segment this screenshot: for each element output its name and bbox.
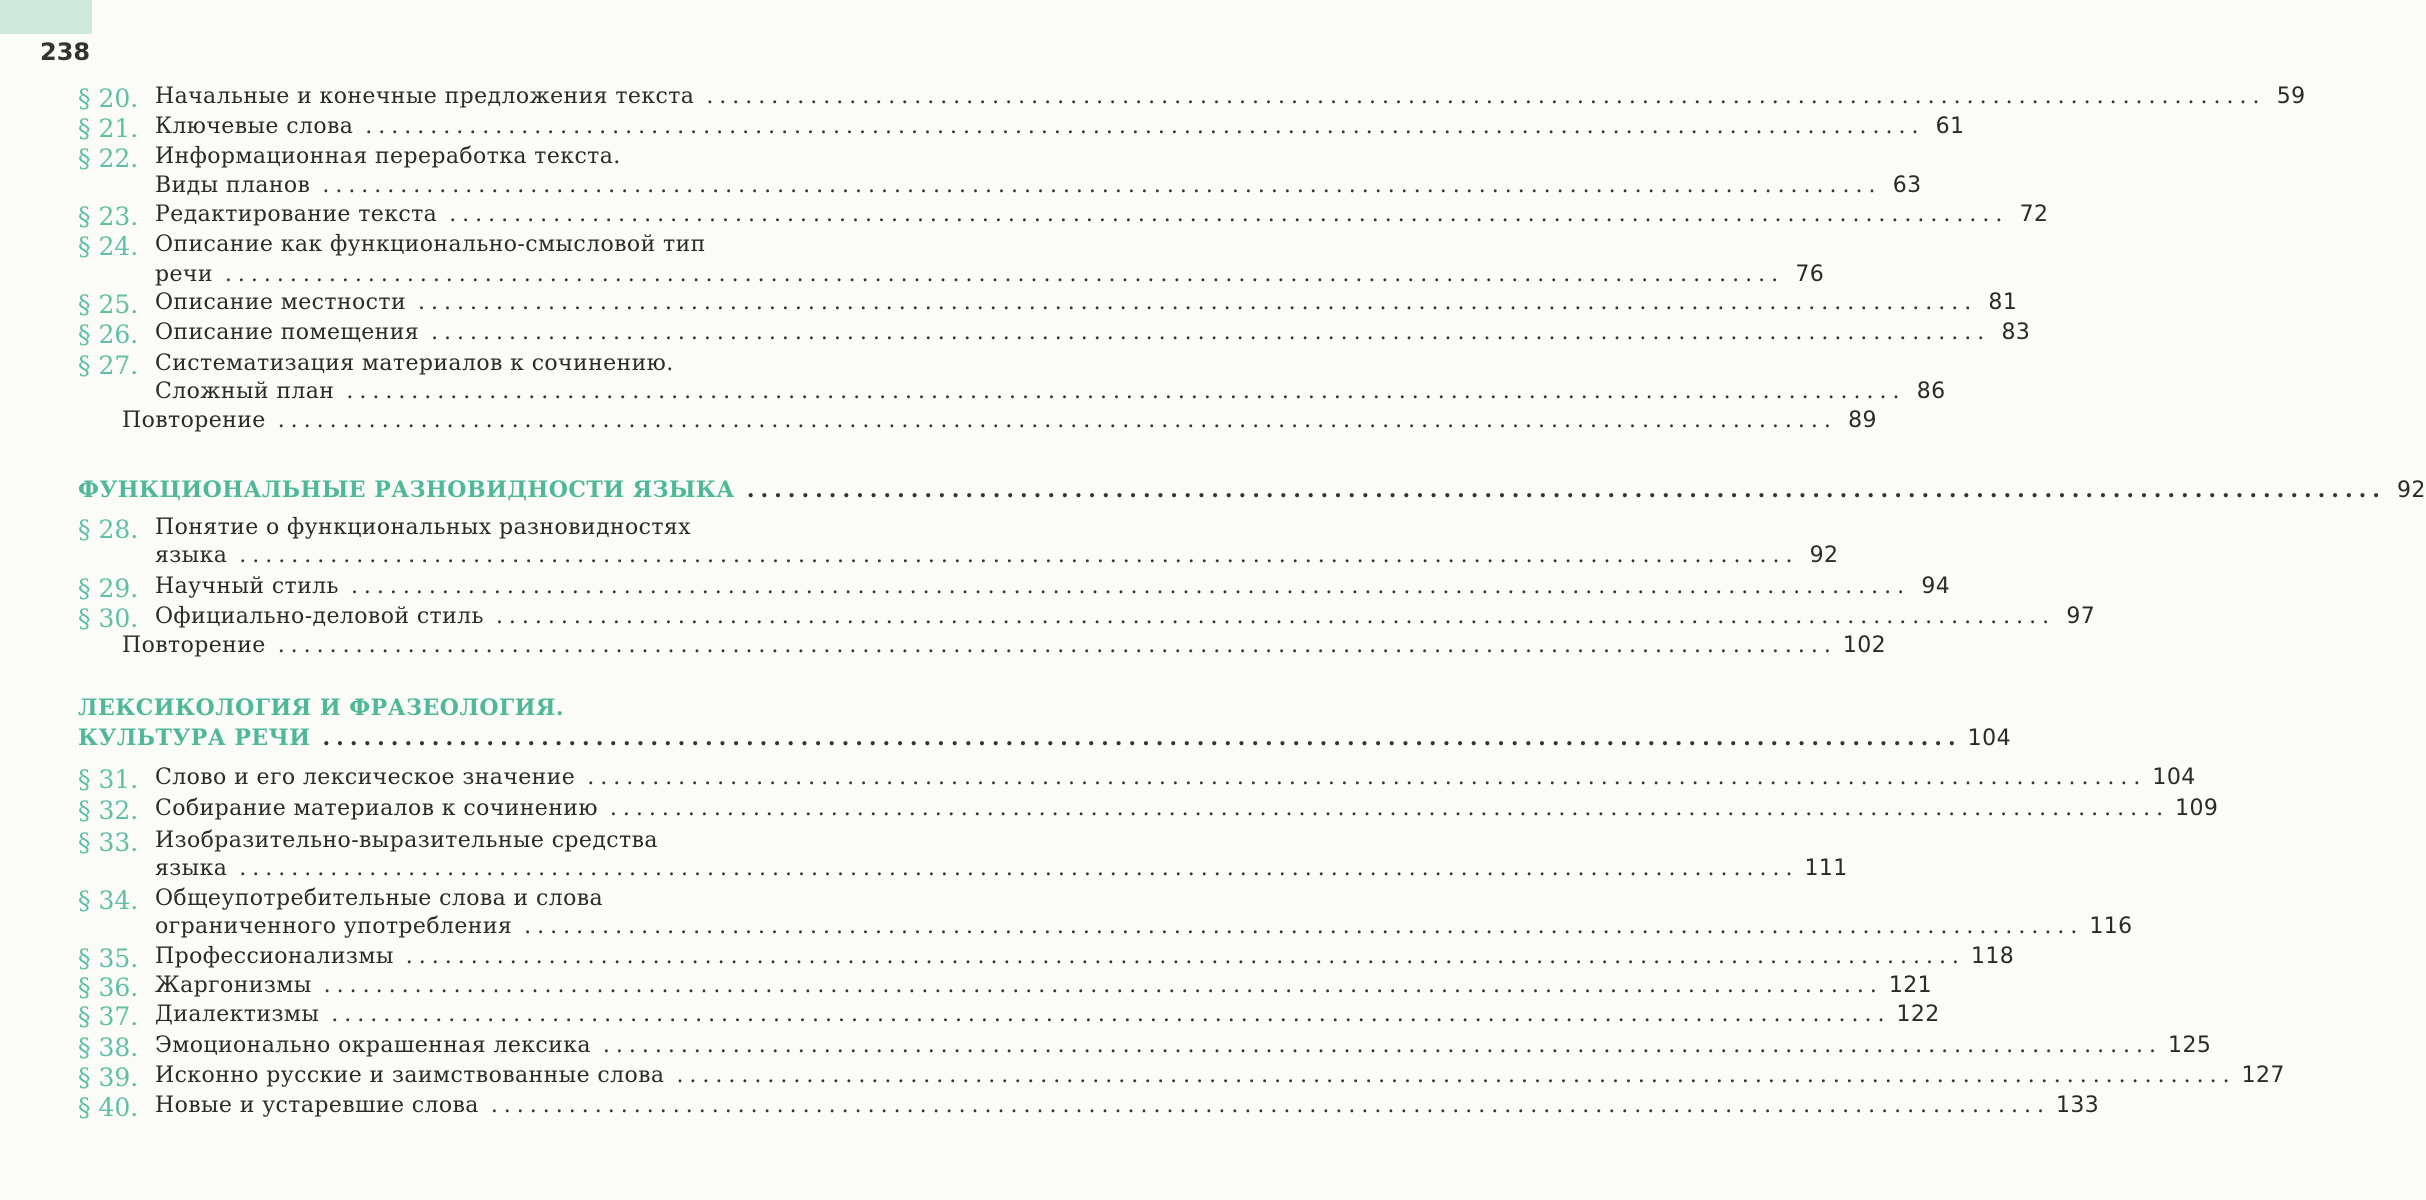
toc-entry [0, 232, 900, 262]
paragraph-number: § 38. [78, 1033, 139, 1062]
entry-page-number: 97 [2066, 604, 2096, 629]
entry-title: Исконно русские и заимствованные слова [155, 1063, 665, 1088]
entry-title: Научный стиль [155, 574, 339, 599]
dot-leader: ........................................................................................................................ [323, 973, 1883, 998]
entry-page-number: 92 [2396, 478, 2426, 503]
dot-leader: ........................................................................................................................ [365, 114, 1925, 139]
toc-entry [0, 574, 1951, 604]
paragraph-number: § 30. [78, 604, 139, 633]
entry-page-number: 76 [1795, 262, 1825, 287]
entry-page-number: 121 [1888, 973, 1933, 998]
dot-leader: ........................................................................................................................ [706, 84, 2266, 109]
toc-section-heading [0, 695, 900, 725]
toc-entry [0, 886, 900, 916]
toc-entry [0, 765, 2196, 795]
entry-page-number: 127 [2241, 1063, 2285, 1088]
page-number: 238 [40, 38, 91, 66]
toc-entry [0, 84, 2306, 114]
toc-entry [0, 144, 900, 174]
entry-title: речи [155, 262, 213, 287]
dot-leader: ........................................................................................................................ [609, 796, 2170, 821]
entry-title: Сложный план [155, 379, 335, 404]
toc-entry [0, 515, 900, 545]
dot-leader: ........................................................................................................................ [350, 574, 1911, 599]
toc-entry [0, 796, 2219, 826]
dot-leader: ........................................................................................................................ [602, 1033, 2163, 1058]
entry-page-number: 92 [1809, 543, 1839, 568]
toc-entry [0, 543, 1839, 573]
dot-leader: ........................................................................................................................ [277, 633, 1837, 658]
dot-leader: ........................................................................................................................ [490, 1093, 2050, 1118]
entry-page-number: 109 [2175, 796, 2219, 821]
paragraph-number: § 24. [78, 232, 139, 261]
entry-page-number: 89 [1848, 408, 1877, 433]
paragraph-number: § 26. [78, 320, 139, 349]
entry-title: Общеупотребительные слова и слова [155, 886, 604, 911]
dot-leader: ........................................................................................................................ [405, 944, 1965, 969]
dot-leader: ........................................................................................................................ [239, 856, 1799, 881]
paragraph-number: § 39. [78, 1063, 139, 1092]
toc-entry [0, 633, 1887, 663]
entry-title: ограниченного употребления [155, 914, 513, 939]
toc-entry [0, 944, 2015, 974]
entry-title: Диалектизмы [155, 1002, 320, 1027]
dot-leader: ........................................................................................................................ [449, 202, 2009, 227]
dot-leader: ........................................................................................................................ [224, 262, 1785, 287]
entry-title: Информационная переработка текста. [155, 144, 621, 169]
paragraph-number: § 28. [78, 515, 139, 544]
dot-leader: ........................................................................................................................ [346, 379, 1906, 404]
dot-leader: ........................................................................................................................ [746, 477, 2386, 503]
toc-entry [0, 828, 900, 858]
dot-leader: ........................................................................................................................ [322, 725, 1962, 751]
entry-title: Профессионализмы [155, 944, 394, 969]
entry-title: языка [155, 856, 228, 881]
entry-title: Систематизация материалов к сочинению. [155, 351, 674, 376]
paragraph-number: § 21. [78, 114, 139, 143]
entry-page-number: 83 [2001, 320, 2031, 345]
paragraph-number: § 22. [78, 144, 139, 173]
toc-entry [0, 973, 1933, 1003]
toc-entry [0, 1033, 2212, 1063]
toc-entry [0, 604, 2096, 634]
entry-page-number: 72 [2019, 202, 2049, 227]
paragraph-number: § 29. [78, 574, 139, 603]
entry-title: Жаргонизмы [155, 973, 312, 998]
dot-leader: ........................................................................................................................ [676, 1063, 2236, 1088]
toc-entry [0, 856, 1848, 886]
entry-title: Ключевые слова [155, 114, 354, 139]
entry-page-number: 104 [2152, 765, 2196, 790]
entry-page-number: 111 [1804, 856, 1848, 881]
toc-entry [0, 1002, 1940, 1032]
entry-title: Описание как функционально-смысловой тип [155, 232, 706, 257]
paragraph-number: § 34. [78, 886, 139, 915]
entry-page-number: 122 [1896, 1002, 1940, 1027]
dot-leader: ........................................................................................................................ [239, 543, 1799, 568]
entry-page-number: 102 [1842, 633, 1887, 658]
entry-page-number: 63 [1892, 173, 1922, 198]
dot-leader: ........................................................................................................................ [322, 173, 1882, 198]
paragraph-number: § 35. [78, 944, 139, 973]
paragraph-number: § 37. [78, 1002, 139, 1031]
paragraph-number: § 25. [78, 290, 139, 319]
entry-title: Редактирование текста [155, 202, 438, 227]
toc-entry [0, 262, 1825, 292]
toc-entry [0, 351, 900, 381]
paragraph-number: § 27. [78, 351, 139, 380]
entry-title: ФУНКЦИОНАЛЬНЫЕ РАЗНОВИДНОСТИ ЯЗЫКА [78, 477, 735, 503]
dot-leader: ........................................................................................................................ [524, 914, 2084, 939]
paragraph-number: § 20. [78, 84, 139, 113]
entry-title: Эмоционально окрашенная лексика [155, 1033, 591, 1058]
entry-page-number: 81 [1988, 290, 2018, 315]
toc-section-heading [0, 725, 2012, 755]
entry-page-number: 125 [2168, 1033, 2212, 1058]
dot-leader: ........................................................................................................................ [331, 1002, 1891, 1027]
toc-entry [0, 379, 1946, 409]
toc-entry [0, 202, 2049, 232]
toc-entry [0, 173, 1922, 203]
entry-title: Описание местности [155, 290, 407, 315]
entry-title: Собирание материалов к сочинению [155, 796, 598, 821]
paragraph-number: § 32. [78, 796, 139, 825]
paragraph-number: § 40. [78, 1093, 139, 1122]
entry-title: Изобразительно-выразительные средства [155, 828, 658, 853]
paragraph-number: § 36. [78, 973, 139, 1002]
entry-page-number: 133 [2056, 1093, 2100, 1118]
entry-title: Описание помещения [155, 320, 420, 345]
toc-entry [0, 290, 2018, 320]
entry-title: Новые и устаревшие слова [155, 1093, 479, 1118]
entry-title: ЛЕКСИКОЛОГИЯ И ФРАЗЕОЛОГИЯ. [78, 695, 565, 721]
toc-entry [0, 1063, 2285, 1093]
entry-page-number: 104 [1967, 726, 2012, 751]
dot-leader: ........................................................................................................................ [495, 604, 2056, 629]
paragraph-number: § 31. [78, 765, 139, 794]
entry-title: КУЛЬТУРА РЕЧИ [78, 725, 311, 751]
entry-title: Начальные и конечные предложения текста [155, 84, 695, 109]
entry-title: Слово и его лексическое значение [155, 765, 576, 790]
toc-section-heading [0, 477, 2426, 507]
entry-page-number: 59 [2276, 84, 2306, 109]
entry-title: Виды планов [155, 173, 311, 198]
dot-leader: ........................................................................................................................ [418, 290, 1978, 315]
entry-page-number: 86 [1916, 379, 1946, 404]
entry-title: Официально-деловой стиль [155, 604, 484, 629]
entry-page-number: 94 [1921, 574, 1951, 599]
toc-entry [0, 1093, 2100, 1123]
dot-leader: ........................................................................................................................ [277, 408, 1837, 433]
toc-entry [0, 114, 1965, 144]
paragraph-number: § 23. [78, 202, 139, 231]
paragraph-number: § 33. [78, 828, 139, 857]
entry-title: языка [155, 543, 228, 568]
toc-entry [0, 320, 2031, 350]
toc-entry [0, 914, 2133, 944]
entry-title: Понятие о функциональных разновидностях [155, 515, 691, 540]
toc-entry [0, 408, 1877, 438]
entry-title: Повторение [122, 408, 266, 433]
dot-leader: ........................................................................................................................ [431, 320, 1991, 345]
entry-title: Повторение [122, 633, 266, 658]
entry-page-number: 61 [1935, 114, 1965, 139]
dot-leader: ........................................................................................................................ [587, 765, 2147, 790]
entry-page-number: 116 [2089, 914, 2133, 939]
entry-page-number: 118 [1970, 944, 2015, 969]
